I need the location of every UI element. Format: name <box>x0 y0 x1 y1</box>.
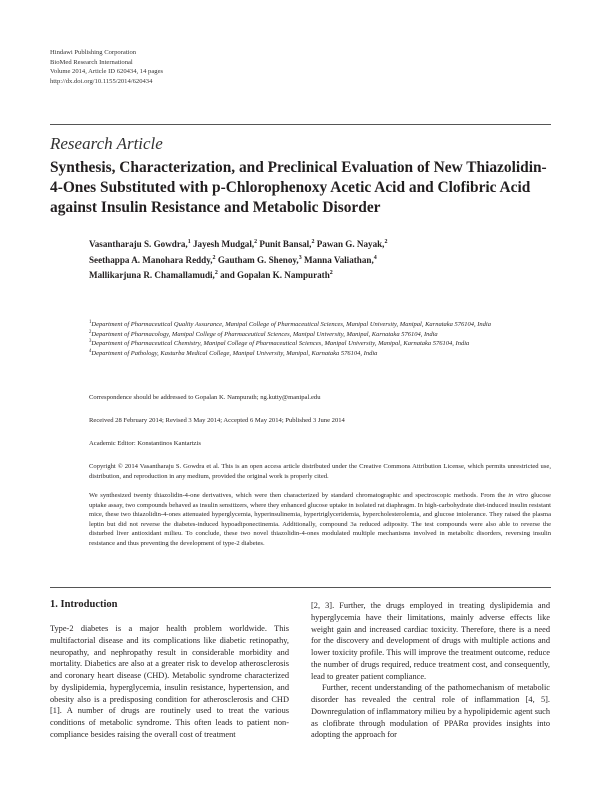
body-paragraph: Type-2 diabetes is a major health problem worldwide. This multifactorial disease and its complications like diabetic retinopathy, neuropathy, and nephropathy result in considerable morbidity and mortality. Diabetics are also at a greater risk to develop atherosclerosis and coronary heart disease (CHD). Metabolic syndrome characterized by dyslipidemia, hyperglycemia, insulin resistance, hypertension, and obesity also is a predisposing condition for atherosclerosis and CHD [1]. A number of drugs are routinely used to treat the various conditions of metabolic syndrome. This often leads to patient non-compliance besides raising the overall cost of treatment <box>50 624 289 739</box>
author: Punit Bansal,$^2$ <box>259 238 315 249</box>
abstract: We synthesized twenty thiazolidin-4-one derivatives, which were then characterized by standard chromatographic and spectroscopic methods. From the in vitro glucose uptake assay, two compounds behaved as insulin sensitizers, where they enhanced glucose uptake in isolated rat diaphragm. In high-carbohydrate diet-induced insulin resistant mice, these two thiazolidin-4-ones attenuated hyperglycemia, hyperinsulinemia, hypertriglyceridemia, hypercholesterolemia, and glucose intolerance. They raised the plasma leptin but did not reverse the diabetes-induced hypoadiponectinemia. Additionally, compound 3a reduced adiposity. The test compounds were also able to reverse the disturbed liver antioxidant milieu. To conclude, these two novel thiazolidin-4-ones modulated multiple mechanisms involved in metabolic disorders, reversing insulin resistance and thus preventing the development of type-2 diabetes. <box>89 492 551 547</box>
affiliations <box>89 320 551 359</box>
top-divider <box>50 124 551 125</box>
affiliation-item: $^2$Department of Pharmacology, Manipal College of Pharmaceutical Sciences, Manipal University, Manipal, Karnataka 576104, India <box>89 329 438 338</box>
left-column <box>50 598 289 741</box>
author: Gautham G. Shenoy,$^3$ <box>217 254 302 265</box>
article-title: Synthesis, Characterization, and Preclinical Evaluation of New Thiazolidin-4-Ones Substituted with p-Chlorophenoxy Acetic Acid and Clofibric Acid against Insulin Resistance and Metabolic Disorder <box>50 159 547 217</box>
author: and Gopalan K. Nampurath$^2$ <box>220 270 333 281</box>
author: Mallikarjuna R. Chamallamudi,$^2$ <box>89 270 218 281</box>
academic-editor: Academic Editor: Konstantinos Kantartzis <box>89 440 201 447</box>
author: Vasantharaju S. Gowdra,$^1$ <box>89 238 191 249</box>
volume-line: Volume 2014, Article ID 620434, 14 pages <box>50 68 164 76</box>
body-paragraph: Further, recent understanding of the pathomechanism of metabolic disorder has revealed the central role of inflammation [4, 5]. Downregulation of inflammatory milieu by a hypolipidemic agent such as clofibrate through modulation of PPARα provides insights into adopting the approach for <box>311 683 550 740</box>
affiliation-item: $^4$Department of Pathology, Kasturba Medical College, Manipal University, Manipal, Karnataka 576104, India <box>89 348 378 358</box>
copyright-notice: Copyright © 2014 Vasantharaju S. Gowdra et al. This is an open access article distributed under the Creative Commons Attribution License, which permits unrestricted use, distribution, and reproduction in any medium, provided the original work is properly cited. <box>89 463 551 480</box>
author: Pawan G. Nayak,$^2$ <box>316 238 388 249</box>
right-column <box>311 600 550 741</box>
publication-dates: Received 28 February 2014; Revised 3 May 2014; Accepted 6 May 2014; Published 3 June 2014 <box>89 417 345 424</box>
author-list <box>89 237 549 284</box>
affiliation-item: $^3$Department of Pharmaceutical Chemistry, Manipal College of Pharmaceutical Sciences, Manipal University, Manipal, Karnataka 576104, India <box>89 339 470 348</box>
correspondence: Correspondence should be addressed to Gopalan K. Nampurath; ng.kutty@manipal.edu <box>89 394 321 401</box>
body-paragraph: [2, 3]. Further, the drugs employed in treating dyslipidemia and hyperglycemia have their limitations, mainly adverse effects like weight gain and increased cardiac toxicity. Therefore, there is a need for the discovery and development of drugs with multiple actions and lower toxicity profile. This will improve the treatment outcome, reduce the number of drugs required, reduce treatment cost, and consequently, lead to greater patient compliance. <box>311 601 550 681</box>
journal-header <box>50 48 163 86</box>
publisher-line: Hindawi Publishing Corporation <box>50 49 137 56</box>
section-heading: 1. Introduction <box>50 599 118 610</box>
doi-link[interactable]: http://dx.doi.org/10.1155/2014/620434 <box>50 77 153 85</box>
article-type: Research Article <box>50 134 163 153</box>
author: Manna Valiathan,$^4$ <box>303 254 377 265</box>
abstract-divider <box>50 587 551 588</box>
author: Seethappa A. Manohara Reddy,$^2$ <box>89 254 216 265</box>
affiliation-item: $^1$Department of Pharmaceutical Quality Assurance, Manipal College of Pharmaceutical Sciences, Manipal University, Manipal, Karnataka 576104, India <box>89 319 491 328</box>
author: Jayesh Mudgal,$^2$ <box>192 238 258 249</box>
journal-name-line: BioMed Research International <box>50 58 133 66</box>
